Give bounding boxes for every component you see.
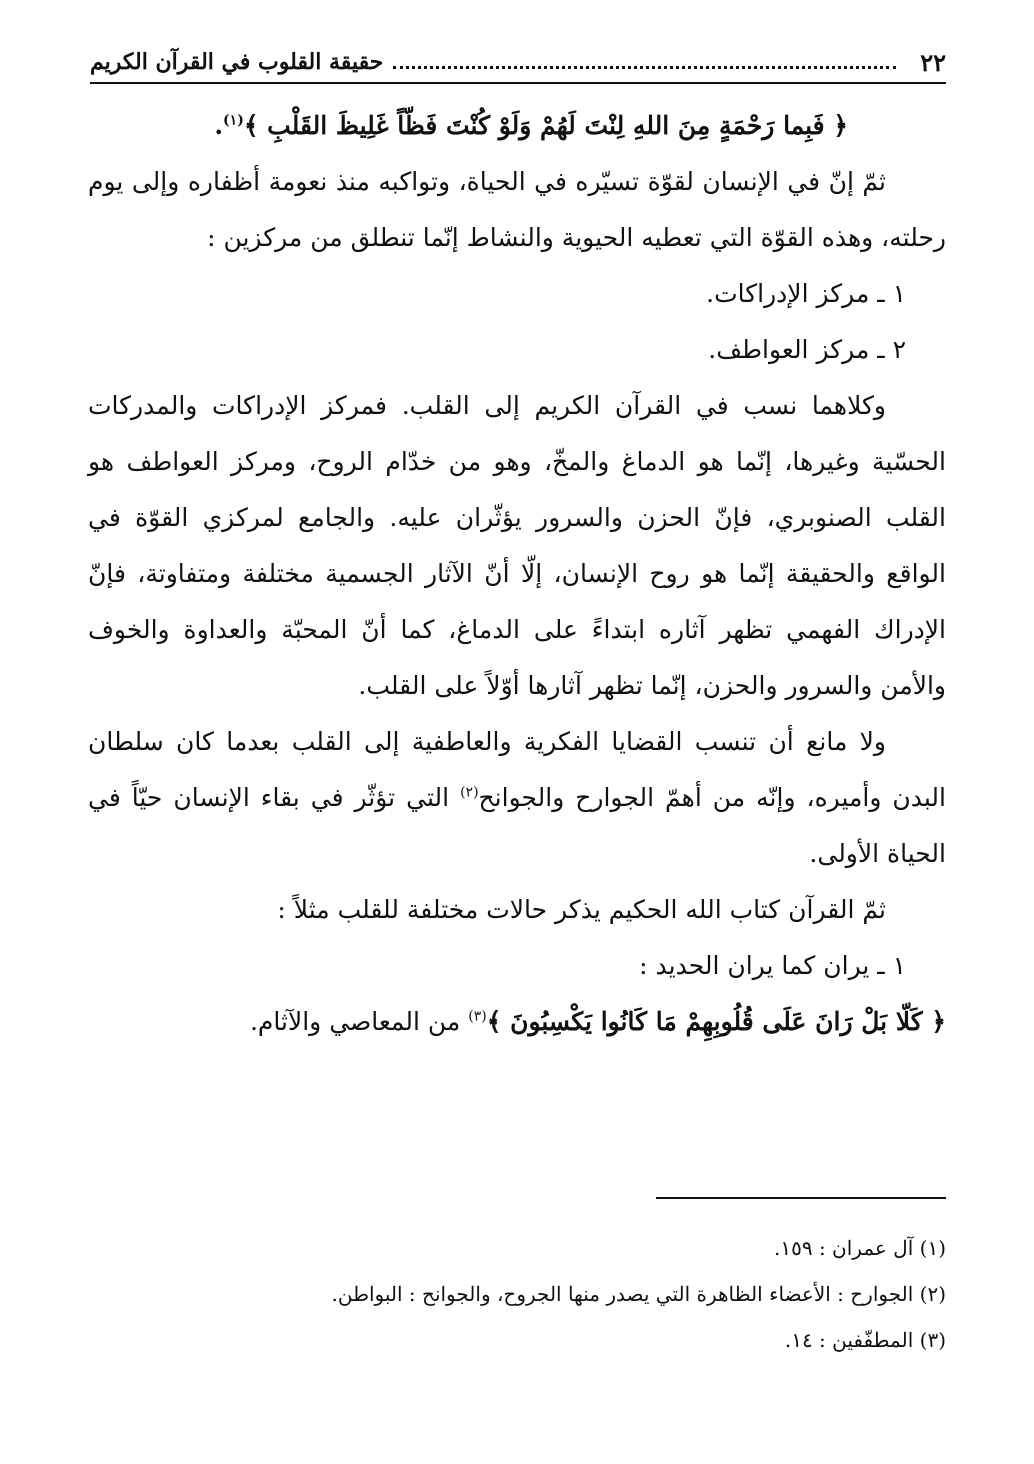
page-header <box>90 42 946 84</box>
running-title: حقيقة القلوب في القرآن الكريم <box>90 49 384 75</box>
footnote-1: (١) آل عمران : ١٥٩. <box>774 1236 946 1260</box>
verse-tail: . <box>214 111 224 140</box>
footnote-divider <box>656 1197 946 1199</box>
quran-verse-2 <box>88 994 946 1050</box>
footnote-ref-1: (١) <box>223 112 244 129</box>
footnote-2: (٢) الجوارح : الأعضاء الظاهرة التي يصدر منها الجروح، والجوانح : البواطن. <box>331 1282 946 1306</box>
paragraph-4: ثمّ القرآن كتاب الله الحكيم يذكر حالات مختلفة للقلب مثلاً : <box>277 895 886 924</box>
footnote-ref-3: (٣) <box>468 1008 487 1025</box>
quran-verse-1 <box>88 98 946 154</box>
verse-text: ﴿ فَبِما رَحْمَةٍ مِنَ اللهِ لِنْتَ لَهُمْ وَلَوْ كُنْتَ فَظّاً غَلِيظَ القَلْبِ ﴾ <box>243 111 848 140</box>
footnotes <box>88 1225 946 1363</box>
footnote-3: (٣) المطفّفين : ١٤. <box>784 1328 946 1352</box>
header-dot-leader <box>393 66 896 69</box>
verse-tail: من المعاصي والآثام. <box>249 1007 469 1036</box>
list-item-1: ١ ـ مركز الإدراكات. <box>706 279 906 308</box>
list-item-3: ١ ـ يران كما يران الحديد : <box>639 951 906 980</box>
page-number: ٢٢ <box>920 47 946 77</box>
list-item-2: ٢ ـ مركز العواطف. <box>708 335 906 364</box>
paragraph-3-text-a: ولا مانع أن تنسب القضايا الفكرية والعاطفية إلى القلب بعدما كان سلطان البدن وأميره، وإنّه من أهمّ الجوارح والجوانح <box>88 727 946 812</box>
footnote-ref-2: (٢) <box>460 784 479 801</box>
page-body <box>88 98 946 1050</box>
paragraph-2: وكلاهما نسب في القرآن الكريم إلى القلب. فمركز الإدراكات والمدركات الحسّية وغيرها، إنّما هو الدماغ والمخّ، وهو من خدّام الروح، ومركز العواطف هو القلب الصنوبري، فإنّ الحزن والسرور يؤثّران عليه. والجامع لمركزي القوّة في الواقع والحقيقة إنّما هو روح الإنسان، إلّا أنّ الآثار الجسمية مختلفة ومتفاوتة، فإنّ الإدراك الفهمي تظهر آثاره ابتداءً على الدماغ، كما أنّ المحبّة والعداوة والخوف والأمن والسرور والحزن، إنّما تظهر آثارها أوّلاً على القلب. <box>88 391 946 700</box>
paragraph-1: ثمّ إنّ في الإنسان لقوّة تسيّره في الحياة، وتواكبه منذ نعومة أظفاره وإلى يوم رحلته، وهذه القوّة التي تعطيه الحيوية والنشاط إنّما تنطلق من مركزين : <box>88 167 946 252</box>
verse-text: ﴿ كَلّا بَلْ رَانَ عَلَى قُلُوبِهِمْ مَا كَانُوا يَكْسِبُونَ ﴾ <box>486 1007 946 1036</box>
paragraph-3-text-b: التي تؤثّر في بقاء الإنسان حيّاً في الحياة الأولى. <box>88 783 946 868</box>
paragraph-3 <box>88 714 946 882</box>
